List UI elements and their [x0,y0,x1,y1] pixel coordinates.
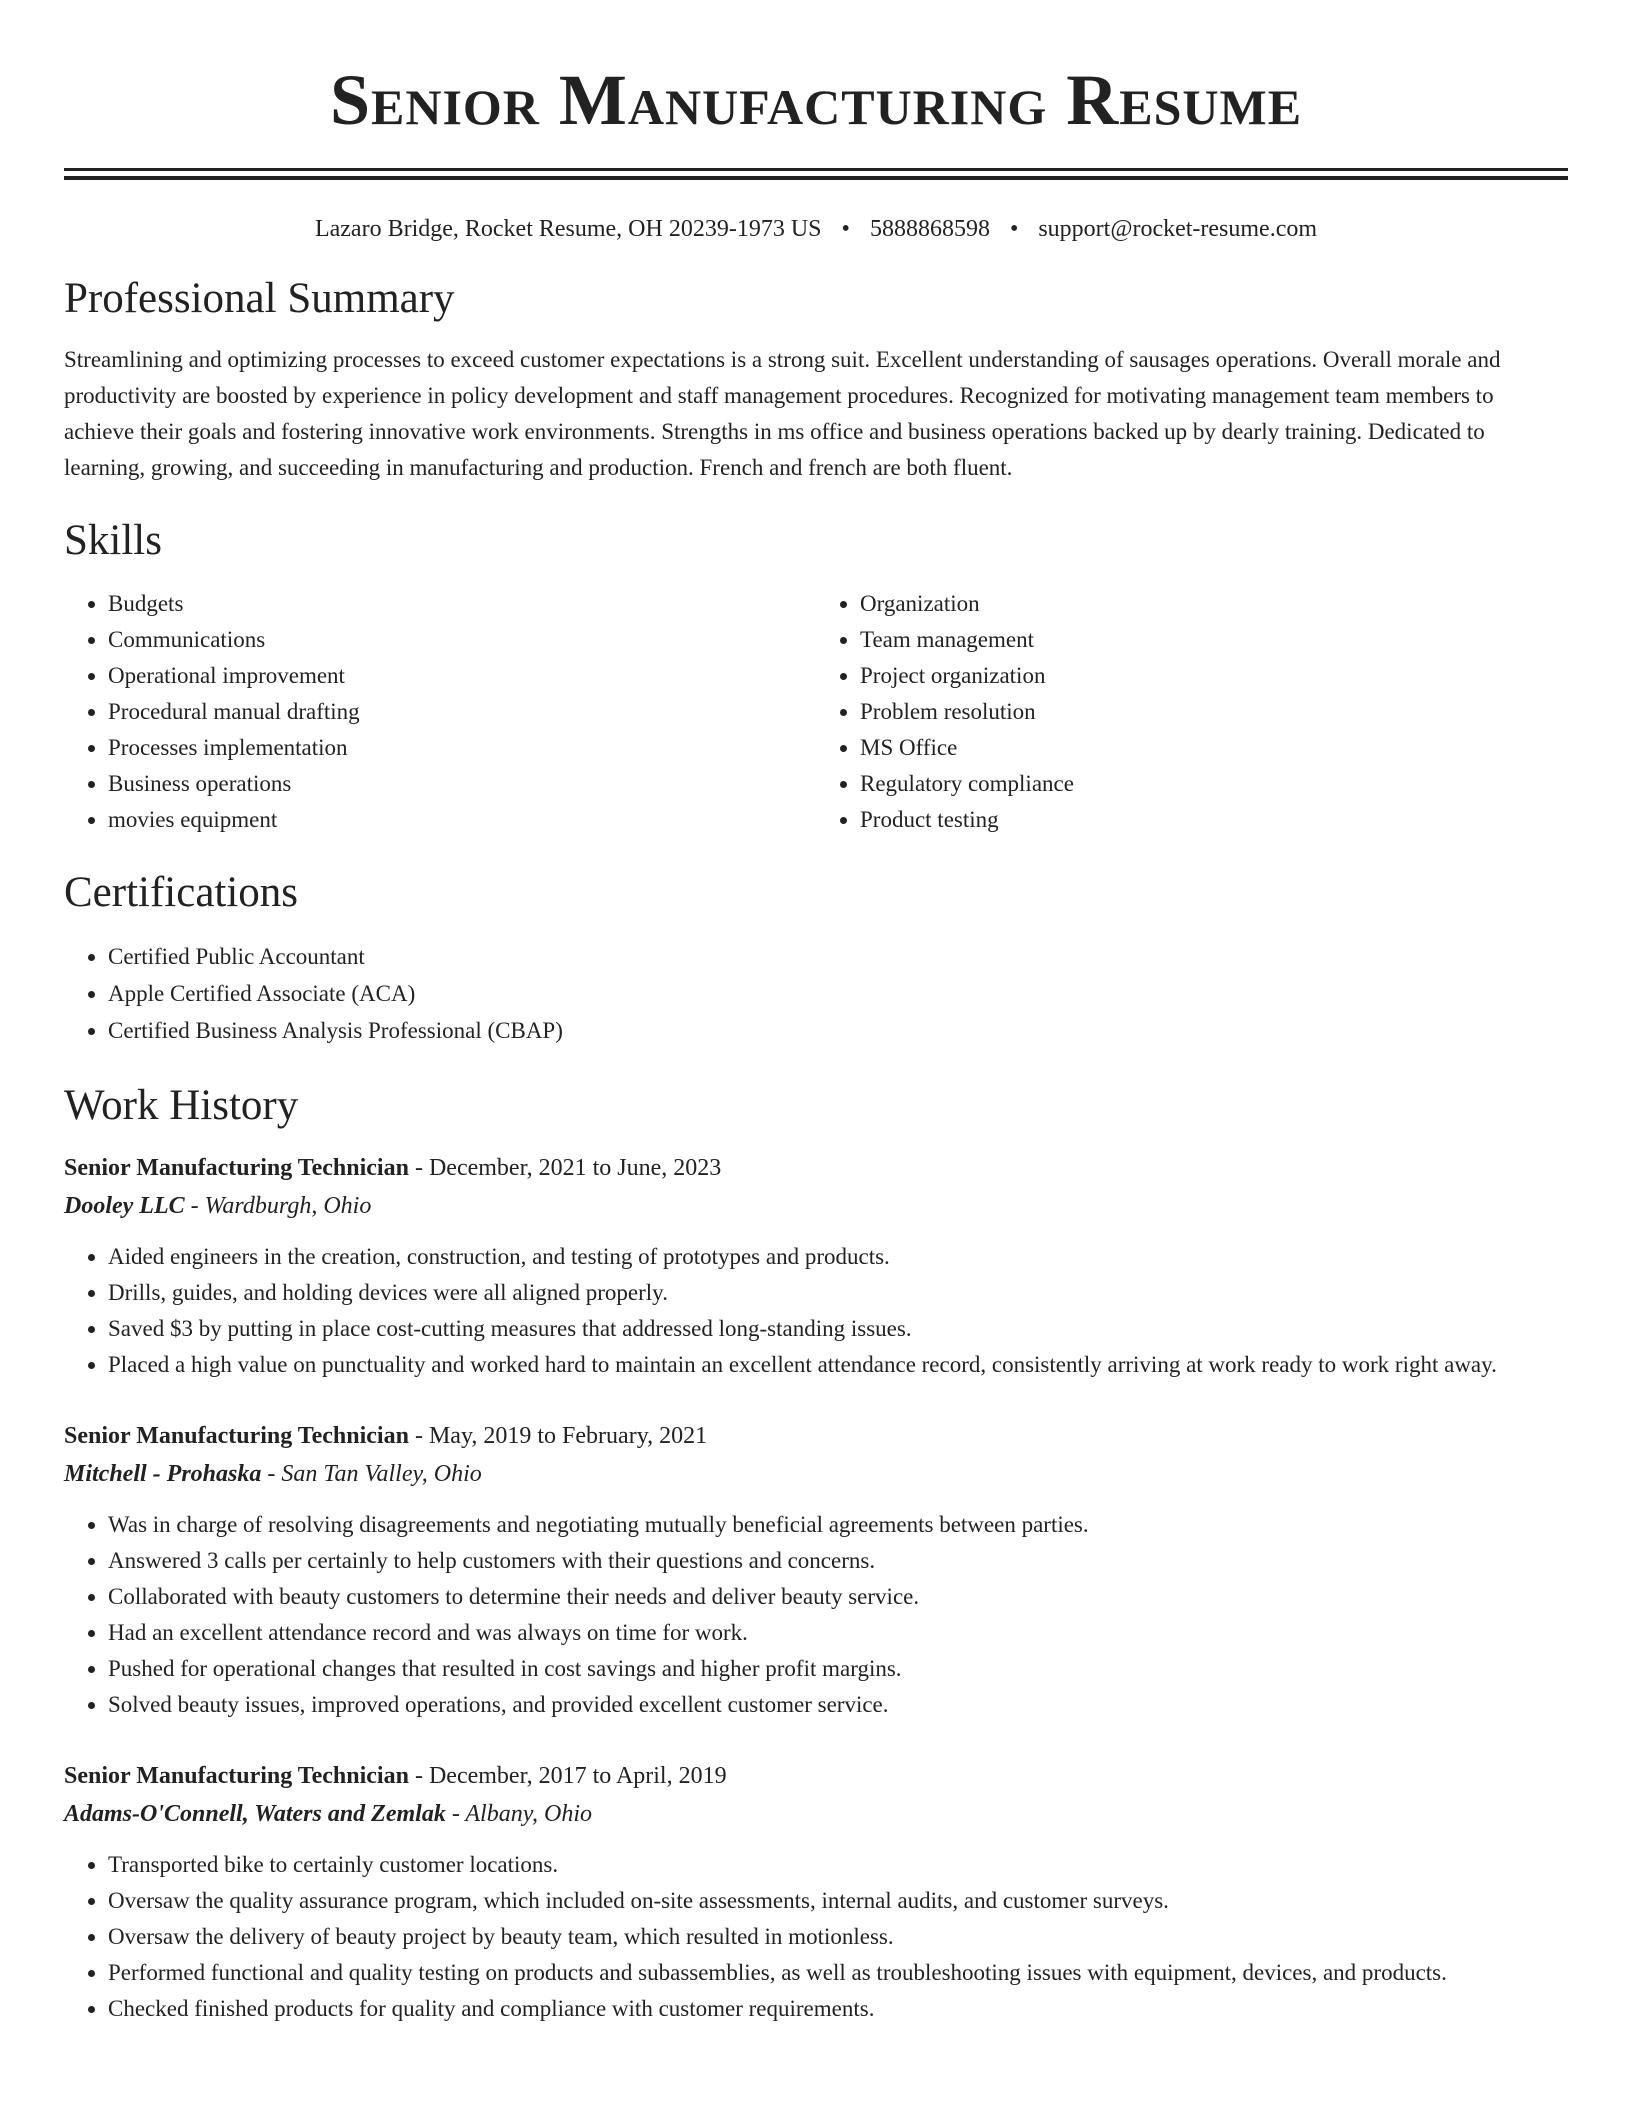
job-bullets [64,1239,1568,1383]
skill-item: • Regulatory compliance [860,766,1568,802]
job-bullet: • Drills, guides, and holding devices were all aligned properly. [108,1275,1568,1311]
job-bullet: • Transported bike to certainly customer locations. [108,1847,1568,1883]
company-line: Adams-O'Connell, Waters and Zemlak - Albany, Ohio [64,1801,593,1827]
job-bullet: • Oversaw the delivery of beauty project by beauty team, which resulted in motionless. [108,1919,1568,1955]
company-line: Mitchell - Prohaska - San Tan Valley, Ohio [64,1461,482,1487]
skill-item: • Product testing [860,802,1568,838]
job-dates: May, 2019 to February, 2021 [428,1423,708,1449]
skill-item: • Operational improvement [108,658,816,694]
job-bullet: • Had an excellent attendance record and was always on time for work. [108,1615,1568,1651]
certification-item: • Apple Certified Associate (ACA) [108,975,1568,1012]
summary-text: Streamlining and optimizing processes to exceed customer expectations is a strong suit. Excellent understanding of sausages operations. Overall morale and productivity are boosted by experience in policy development and staff management procedures. Recognized for motivating management team members to achieve their goals and fostering innovative work environments. Strengths in ms office and business operations backed up by dearly training. Dedicated to learning, growing, and succeeding in manufacturing and production. French and french are both fluent. [64,347,1501,480]
skill-item: • Processes implementation [108,730,816,766]
job-entry [64,1757,1568,2027]
contact-separator: • [841,216,850,242]
skills-list-left [64,586,816,838]
job-title: Senior Manufacturing Technician [64,1763,409,1789]
job-dates: December, 2017 to April, 2019 [428,1763,727,1789]
contact-phone: 5888868598 [869,216,990,242]
company-line: Dooley LLC - Wardburgh, Ohio [64,1193,372,1219]
job-entry [64,1417,1568,1723]
skills-heading: Skills [64,517,162,564]
job-bullet: • Oversaw the quality assurance program, which included on-site assessments, internal audits, and customer surveys. [108,1883,1568,1919]
company-location: Albany, Ohio [465,1801,593,1827]
job-bullet: • Answered 3 calls per certainly to help customers with their questions and concerns. [108,1543,1568,1579]
skill-item: • Budgets [108,586,816,622]
job-bullet: • Checked finished products for quality and compliance with customer requirements. [108,1991,1568,2027]
skill-item: • Business operations [108,766,816,802]
certification-item: • Certified Public Accountant [108,938,1568,975]
job-bullet: • Saved $3 by putting in place cost-cutting measures that addressed long-standing issues. [108,1311,1568,1347]
skill-item: • Team management [860,622,1568,658]
job-bullet: • Collaborated with beauty customers to determine their needs and deliver beauty service. [108,1579,1568,1615]
skill-item: • MS Office [860,730,1568,766]
job-bullet: • Performed functional and quality testing on products and subassemblies, as well as troubleshooting issues with equipment, devices, and products. [108,1955,1568,1991]
contact-email: support@rocket-resume.com [1038,216,1318,242]
skill-item: • Project organization [860,658,1568,694]
work-history-heading: Work History [64,1082,299,1129]
job-title-line: Senior Manufacturing Technician - December, 2021 to June, 2023 [64,1155,722,1181]
job-bullet: • Placed a high value on punctuality and worked hard to maintain an excellent attendance record, consistently arriving at work ready to work right away. [108,1347,1568,1383]
job-title: Senior Manufacturing Technician [64,1155,409,1181]
contact-address: Lazaro Bridge, Rocket Resume, OH 20239-1973 US [314,216,822,242]
certification-item: • Certified Business Analysis Professional (CBAP) [108,1012,1568,1049]
skill-item: • movies equipment [108,802,816,838]
company-location: Wardburgh, Ohio [204,1193,372,1219]
contact-line [64,214,1568,244]
job-bullets [64,1507,1568,1723]
job-title: Senior Manufacturing Technician [64,1423,409,1449]
job-bullet: • Was in charge of resolving disagreements and negotiating mutually beneficial agreements between parties. [108,1507,1568,1543]
skills-columns [64,586,1568,838]
company-name: Adams-O'Connell, Waters and Zemlak [64,1801,446,1827]
job-bullet: • Aided engineers in the creation, construction, and testing of prototypes and products. [108,1239,1568,1275]
job-title-line: Senior Manufacturing Technician - May, 2019 to February, 2021 [64,1423,708,1449]
skill-item: • Communications [108,622,816,658]
skills-list-right [816,586,1568,838]
job-dates: December, 2021 to June, 2023 [428,1155,722,1181]
job-entry [64,1149,1568,1383]
company-name: Dooley LLC [64,1193,185,1219]
skill-item: • Organization [860,586,1568,622]
company-name: Mitchell - Prohaska [64,1461,262,1487]
skill-item: • Problem resolution [860,694,1568,730]
certifications-list [64,938,1568,1049]
certifications-heading: Certifications [64,869,299,916]
page-title: Senior Manufacturing Resume [329,60,1303,140]
job-bullets [64,1847,1568,2027]
job-bullet: • Solved beauty issues, improved operations, and provided excellent customer service. [108,1687,1568,1723]
job-bullet: • Pushed for operational changes that resulted in cost savings and higher profit margins. [108,1651,1568,1687]
summary-heading: Professional Summary [64,275,455,322]
job-title-line: Senior Manufacturing Technician - December, 2017 to April, 2019 [64,1763,727,1789]
title-divider [64,168,1568,180]
contact-separator: • [1009,216,1019,242]
skill-item: • Procedural manual drafting [108,694,816,730]
company-location: San Tan Valley, Ohio [281,1461,482,1487]
